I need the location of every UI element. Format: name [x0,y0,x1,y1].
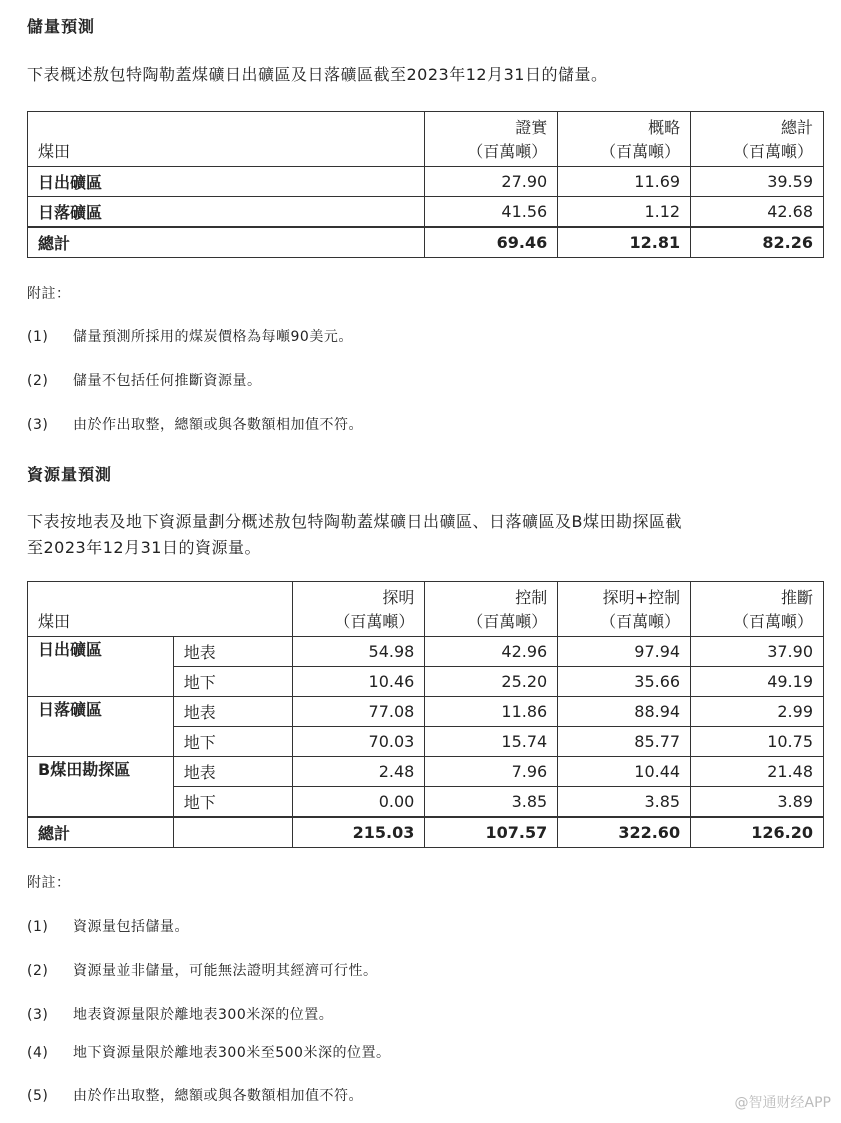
row-name: 日落礦區 [28,197,425,228]
reserves-title: 儲量預測 [27,17,96,36]
mining-type: 地下 [173,787,292,818]
field-name: 日落礦區 [28,697,174,757]
cell-measured-indicated: 322.60 [558,817,691,848]
cell-probable: 1.12 [558,197,691,228]
cell-measured-indicated: 85.77 [558,727,691,757]
resources-intro-line2: 至2023年12月31日的資源量。 [27,538,261,557]
total-row [28,817,824,848]
empty-cell [173,817,292,848]
cell-measured: 70.03 [292,727,425,757]
cell-measured: 215.03 [292,817,425,848]
field-name: B煤田勘探區 [28,757,174,818]
resources-note: (3) 地表資源量限於離地表300米深的位置。 [27,1007,334,1023]
cell-indicated: 25.20 [425,667,558,697]
header-total: 總計 （百萬噸） [691,112,824,167]
cell-inferred: 126.20 [691,817,824,848]
table-row [28,757,824,787]
cell-inferred: 3.89 [691,787,824,818]
cell-total: 42.68 [691,197,824,228]
watermark: @智通财经APP [734,1095,831,1111]
reserves-intro: 下表概述敖包特陶勒蓋煤礦日出礦區及日落礦區截至2023年12月31日的儲量。 [27,65,608,84]
cell-proven: 69.46 [425,227,558,258]
reserves-note: (1) 儲量預測所採用的煤炭價格為每噸90美元。 [27,329,353,345]
cell-total: 82.26 [691,227,824,258]
cell-measured: 0.00 [292,787,425,818]
cell-measured: 77.08 [292,697,425,727]
cell-measured-indicated: 97.94 [558,637,691,667]
reserves-notes-title: 附註： [27,286,71,302]
cell-indicated: 11.86 [425,697,558,727]
header-measured-indicated: 探明+控制 （百萬噸） [558,582,691,637]
cell-indicated: 15.74 [425,727,558,757]
cell-measured-indicated: 10.44 [558,757,691,787]
row-name: 總計 [28,227,425,258]
cell-measured: 54.98 [292,637,425,667]
cell-proven: 27.90 [425,167,558,197]
row-name: 總計 [28,817,174,848]
mining-type: 地表 [173,637,292,667]
cell-inferred: 21.48 [691,757,824,787]
table-row [28,637,824,667]
reserves-note: (3) 由於作出取整，總額或與各數額相加值不符。 [27,417,363,433]
header-coalfield: 煤田 [28,112,425,167]
mining-type: 地下 [173,727,292,757]
cell-indicated: 107.57 [425,817,558,848]
header-coalfield: 煤田 [28,582,293,637]
header-indicated: 控制 （百萬噸） [425,582,558,637]
reserves-header-row [28,112,824,167]
resources-table [27,581,824,848]
reserves-table [27,111,824,258]
table-row [28,197,824,228]
cell-inferred: 10.75 [691,727,824,757]
cell-indicated: 3.85 [425,787,558,818]
cell-inferred: 2.99 [691,697,824,727]
cell-measured-indicated: 88.94 [558,697,691,727]
header-proven: 證實 （百萬噸） [425,112,558,167]
cell-total: 39.59 [691,167,824,197]
header-measured: 探明 （百萬噸） [292,582,425,637]
cell-probable: 11.69 [558,167,691,197]
cell-measured-indicated: 35.66 [558,667,691,697]
table-row [28,697,824,727]
cell-indicated: 7.96 [425,757,558,787]
resources-header-row [28,582,824,637]
header-probable: 概略 （百萬噸） [558,112,691,167]
cell-indicated: 42.96 [425,637,558,667]
cell-inferred: 49.19 [691,667,824,697]
mining-type: 地表 [173,697,292,727]
cell-measured-indicated: 3.85 [558,787,691,818]
resources-note: (1) 資源量包括儲量。 [27,919,189,935]
cell-probable: 12.81 [558,227,691,258]
resources-note: (5) 由於作出取整，總額或與各數額相加值不符。 [27,1088,363,1104]
field-name: 日出礦區 [28,637,174,697]
header-inferred: 推斷 （百萬噸） [691,582,824,637]
table-row [28,167,824,197]
resources-title: 資源量預測 [27,465,113,484]
cell-measured: 2.48 [292,757,425,787]
total-row [28,227,824,258]
reserves-note: (2) 儲量不包括任何推斷資源量。 [27,373,262,389]
mining-type: 地表 [173,757,292,787]
resources-note: (4) 地下資源量限於離地表300米至500米深的位置。 [27,1045,391,1061]
cell-inferred: 37.90 [691,637,824,667]
resources-intro-line1: 下表按地表及地下資源量劃分概述敖包特陶勒蓋煤礦日出礦區、日落礦區及B煤田勘探區截 [27,512,682,531]
row-name: 日出礦區 [28,167,425,197]
cell-proven: 41.56 [425,197,558,228]
resources-notes-title: 附註： [27,875,71,891]
mining-type: 地下 [173,667,292,697]
cell-measured: 10.46 [292,667,425,697]
resources-note: (2) 資源量並非儲量，可能無法證明其經濟可行性。 [27,963,378,979]
